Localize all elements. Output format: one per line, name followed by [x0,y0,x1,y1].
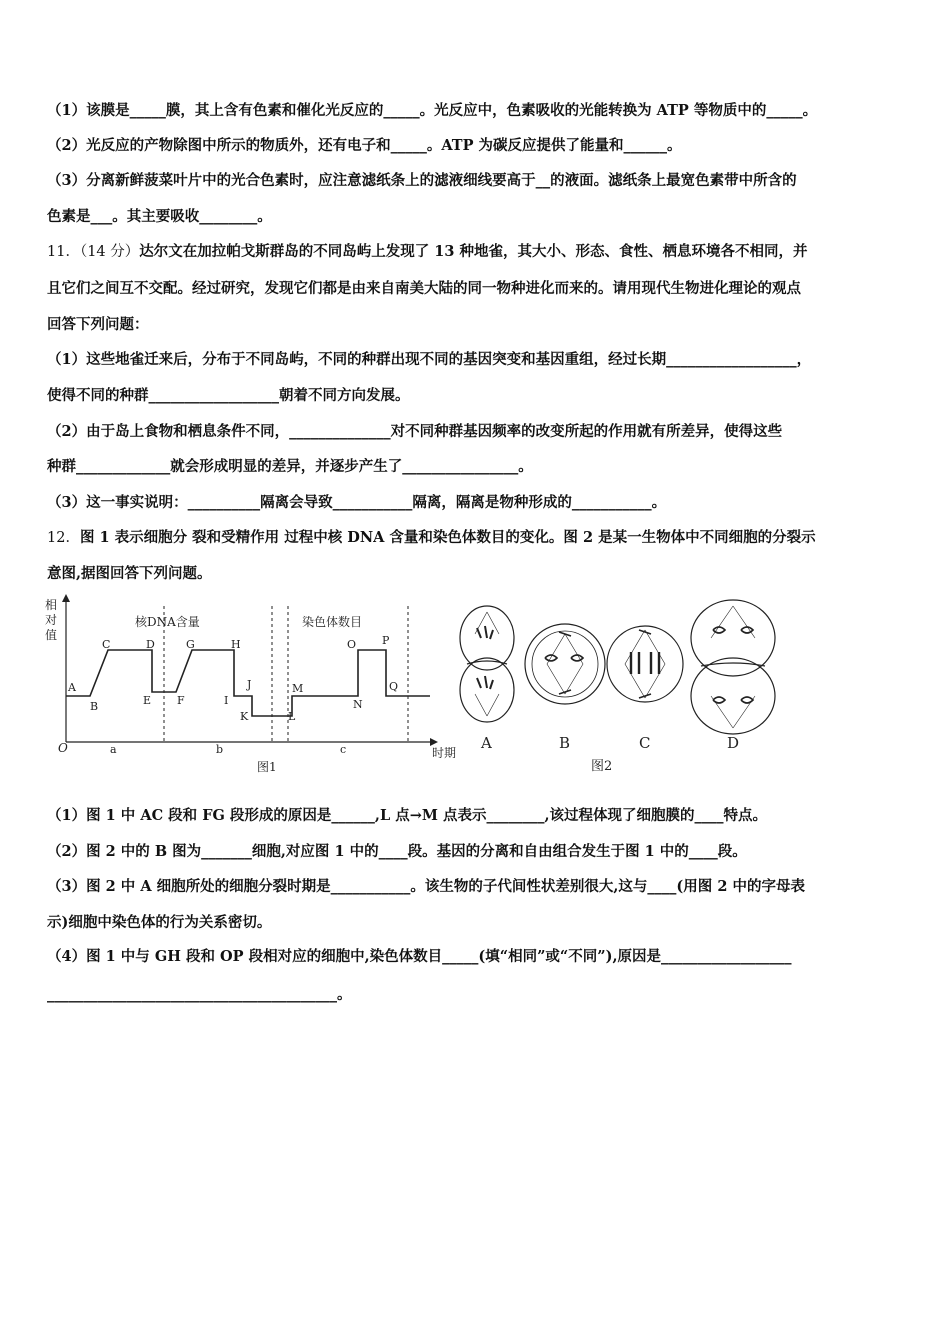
point-label-P: P [382,634,390,647]
q12-text-a: 图 1 表示细胞分 裂和受精作用 过程中核 DNA 含量和染色体数目的变化。图 2 是某一生物体中不同细胞的分裂示 [79,529,816,546]
q11-part2-line1: （2）由于岛上食物和栖息条件不同，______________对不同种群基因频率的改变所起的作用就有所差异，使得这些 [47,423,783,440]
question-number-11: 11．（14 分） [47,244,140,260]
chromosome-section-label: 染色体数目 [302,615,363,629]
stage-label-a: a [110,743,117,756]
q12-part1: （1）图 1 中 AC 段和 FG 段形成的原因是______,L 点→M 点表示________,该过程体现了细胞膜的____特点。 [47,807,768,824]
q11-intro-line3: 回答下列问题： [47,316,149,333]
point-label-C: C [102,638,111,651]
q11-part1-line2: 使得不同的种群__________________朝着不同方向发展。 [47,387,410,404]
q11-part1-line1: （1）这些地雀迁来后，分布于不同岛屿，不同的种群出现不同的基因突变和基因重组，经过长期__________________， [47,351,812,368]
q11-text-a: 达尔文在加拉帕戈斯群岛的不同岛屿上发现了 13 种地雀，其大小、形态、食性、栖息环境各不相同，并 [139,243,808,260]
y-label-char-3: 值 [45,628,58,642]
point-label-G: G [186,638,195,651]
point-label-E: E [143,694,152,707]
q12-part4-line1: （4）图 1 中与 GH 段和 OP 段相对应的细胞中,染色体数目_____(填“相同”或“不同”),原因是__________________ [47,948,792,965]
figure-2-caption: 图2 [591,759,613,774]
point-label-O: O [347,638,357,651]
figure-1-graph [40,594,465,784]
cell-B-drawing [525,624,605,704]
q11-part3: （3）这一事实说明：__________隔离会导致___________隔离，隔离是物种形成的___________。 [47,494,667,511]
figure-2-cells [455,598,780,788]
question-number-12: 12． [47,530,80,546]
stage-label-b: b [216,743,224,756]
q11-intro-line1 [47,242,917,262]
point-label-I: I [224,694,229,707]
q12-intro-line2: 意图,据图回答下列问题。 [47,565,212,582]
q10-part3-line2: 色素是___。其主要吸收________。 [47,208,272,225]
stage-label-c: c [340,743,347,756]
cell-label-B: B [559,734,571,752]
q12-intro-line1 [47,528,917,548]
point-label-H: H [231,638,241,651]
q12-part4-line2: ________________________________________。 [47,986,352,1003]
point-label-F: F [177,694,185,707]
point-label-D: D [146,638,155,651]
cell-A-drawing [460,606,514,722]
q12-part3-line1: （3）图 2 中 A 细胞所处的细胞分裂时期是___________。该生物的子代间性状差别很大,这与____(用图 2 中的字母表 [47,878,805,895]
y-label-char-2: 对 [45,613,58,627]
y-label-char-1: 相 [45,598,58,612]
x-axis-arrow [430,738,438,746]
cell-C-drawing [607,626,683,702]
q12-part3-line2: 示)细胞中染色体的行为关系密切。 [47,914,272,931]
y-axis-arrow [62,594,70,602]
q11-part2-line2: 种群_____________就会形成明显的差异，并逐步产生了________________。 [47,458,533,475]
point-label-B: B [90,700,99,713]
origin-label: O [58,741,68,755]
point-label-K: K [240,710,249,723]
cell-D-drawing [691,600,775,734]
q10-part2: （2）光反应的产物除图中所示的物质外，还有电子和_____。ATP 为碳反应提供了能量和______。 [47,137,682,154]
point-label-N: N [353,698,363,711]
point-label-A: A [68,681,76,694]
cell-label-A: A [481,734,492,752]
q11-intro-line2: 且它们之间互不交配。经过研究，发现它们都是由来自南美大陆的同一物种进化而来的。请用现代生物进化理论的观点 [47,280,801,297]
point-label-J: J [247,678,252,691]
point-label-M: M [292,682,304,695]
cell-label-C: C [639,734,651,752]
q10-part1: （1）该膜是_____膜，其上含有色素和催化光反应的_____。光反应中，色素吸收的光能转换为 ATP 等物质中的_____。 [47,102,818,119]
figure-1-caption: 图1 [257,760,277,774]
q12-part2: （2）图 2 中的 B 图为_______细胞,对应图 1 中的____段。基因的分离和自由组合发生于图 1 中的____段。 [47,843,747,860]
cell-label-D: D [727,734,740,752]
dna-section-label: 核DNA含量 [135,615,200,629]
point-label-Q: Q [389,680,399,693]
q10-part3-line1: （3）分离新鲜菠菜叶片中的光合色素时，应注意滤纸条上的滤液细线要高于__的液面。滤纸条上最宽色素带中所含的 [47,172,797,189]
x-axis-label: 时期 [432,746,457,760]
point-label-L: L [288,710,296,723]
